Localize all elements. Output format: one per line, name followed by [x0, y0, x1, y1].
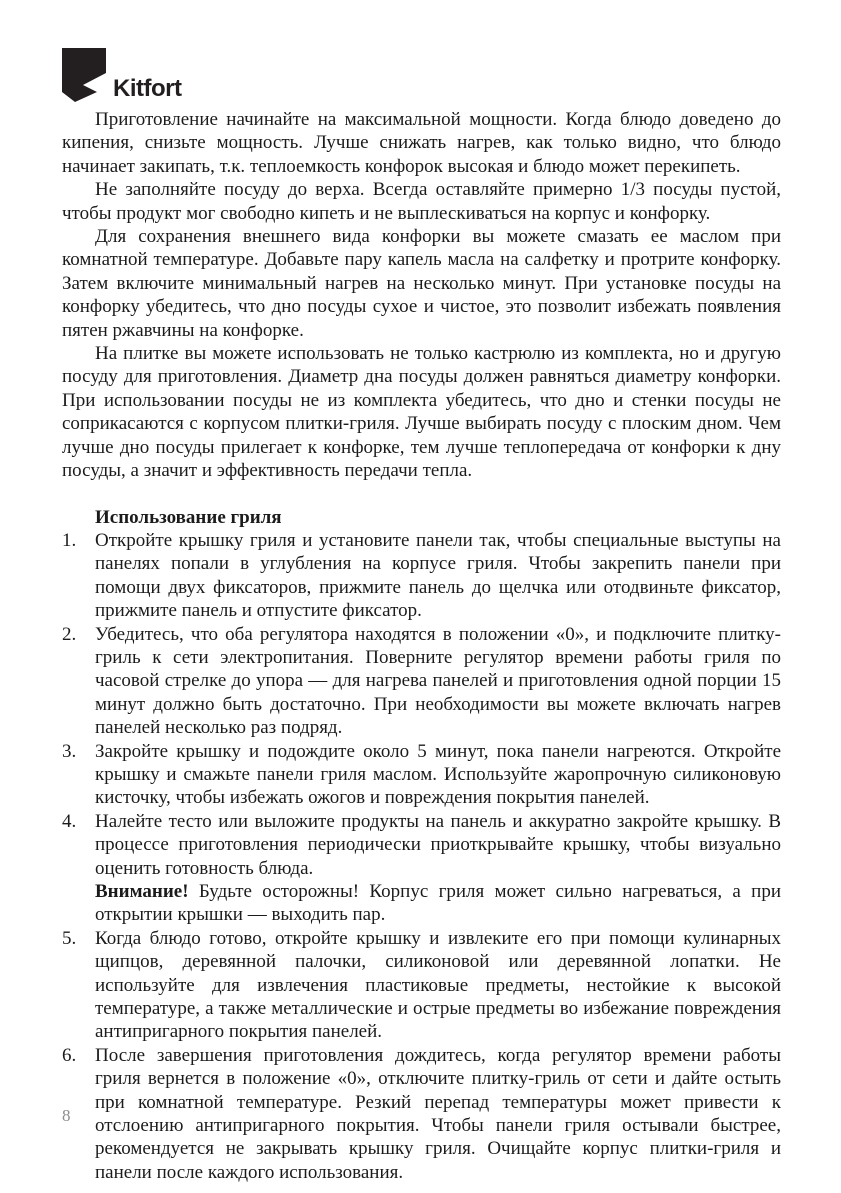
list-item — [62, 529, 781, 623]
list-item — [62, 740, 781, 810]
list-item — [62, 927, 781, 1044]
list-item-text: Откройте крышку гриля и установите панели так, чтобы специальные выступы на панелях попали в углубления на корпусе гриля. Чтобы закрепить панели при помощи двух фиксаторов, прижмите панель до щелчка или отодвиньте фиксатор, прижмите панель и отпустите фиксатор. — [95, 529, 781, 622]
list-item-number: 5. — [62, 927, 77, 949]
warning-note — [95, 880, 781, 927]
list-item-text: После завершения приготовления дождитесь, когда регулятор времени работы гриля вернется в положение «0», отключите плитку-гриль от сети и дайте остыть при комнатной температуре. Резкий перепад температуры может привести к отслоению антипригарного покрытия. Чтобы панели гриля остывали быстрее, рекомендуется не закрывать крышку гриля. Очищайте корпус плитки-гриля и панели после каждого использования. — [95, 1044, 781, 1183]
warning-text: Будьте осторожны! Корпус гриля может сильно нагреваться, а при открытии крышки — выходить пар. — [95, 881, 782, 926]
list-item — [62, 623, 781, 740]
numbered-list — [62, 529, 781, 1184]
paragraph: Не заполняйте посуду до верха. Всегда оставляйте примерно 1/3 посуды пустой, чтобы продукт мог свободно кипеть и не выплескиваться на корпус и конфорку. — [62, 179, 781, 224]
list-item-number: 1. — [62, 529, 77, 551]
page-number: 8 — [62, 1106, 71, 1125]
list-item-number: 2. — [62, 623, 77, 645]
list-item-text: Налейте тесто или выложите продукты на панель и аккуратно закройте крышку. В процессе приготовления периодически приоткрывайте крышку, чтобы визуально оценить готовность блюда. — [95, 810, 781, 879]
paragraph: Для сохранения внешнего вида конфорки вы можете смазать ее маслом при комнатной температуре. Добавьте пару капель масла на салфетку и протрите конфорку. Затем включите минимальный нагрев на несколько минут. При установке посуды на конфорку убедитесь, что дно посуды сухое и чистое, это позволит избежать появления пятен ржавчины на конфорке. — [62, 226, 781, 341]
warning-label: Внимание! — [95, 881, 189, 902]
list-item-number: 6. — [62, 1044, 77, 1066]
list-item-number: 3. — [62, 740, 77, 762]
kitfort-logo-text: Kitfort — [113, 75, 182, 102]
list-item-text: Убедитесь, что оба регулятора находятся в положении «0», и подключите плитку-гриль к сети электропитания. Поверните регулятор времени работы гриля по часовой стрелке до упора — для нагрева панелей и приготовления одной порции 15 минут должно быть достаточно. При необходимости вы можете включать нагрев панелей несколько раз подряд. — [95, 623, 781, 739]
list-item-text: Когда блюдо готово, откройте крышку и извлеките его при помощи кулинарных щипцов, деревянной палочки, силиконовой или деревянной лопатки. Не используйте для извлечения пластиковые предметы, нестойкие к высокой температуре, а также металлические и острые предметы во избежание повреждения антипригарного покрытия панелей. — [95, 927, 781, 1043]
paragraph: На плитке вы можете использовать не только кастрюлю из комплекта, но и другую посуду для приготовления. Диаметр дна посуды должен равняться диаметру конфорки. При использовании посуды не из комплекта убедитесь, что дно и стенки посуды не соприкасаются с корпусом плитки-гриля. Лучше выбирать посуду с плоским дном. Чем лучше дно посуды прилегает к конфорке, тем лучше теплопередача от конфорки к дну посуды, а значит и эффективность передачи тепла. — [62, 343, 781, 482]
list-item — [62, 1044, 781, 1184]
page-content — [62, 108, 781, 1184]
list-item-text: Закройте крышку и подождите около 5 минут, пока панели нагреются. Откройте крышку и смажьте панели гриля маслом. Используйте жаропрочную силиконовую кисточку, чтобы избежать ожогов и повреждения покрытия панелей. — [95, 740, 781, 809]
kitfort-logo-icon — [62, 48, 106, 102]
section-heading: Использование гриля — [95, 506, 282, 528]
kitfort-logo — [62, 48, 181, 102]
paragraph: Приготовление начинайте на максимальной мощности. Когда блюдо доведено до кипения, снизьте мощность. Лучше снижать нагрев, как только видно, что блюдо начинает закипать, т.к. теплоемкость конфорок высокая и блюдо может перекипеть. — [62, 109, 781, 177]
list-item-number: 4. — [62, 810, 77, 832]
list-item — [62, 810, 781, 927]
